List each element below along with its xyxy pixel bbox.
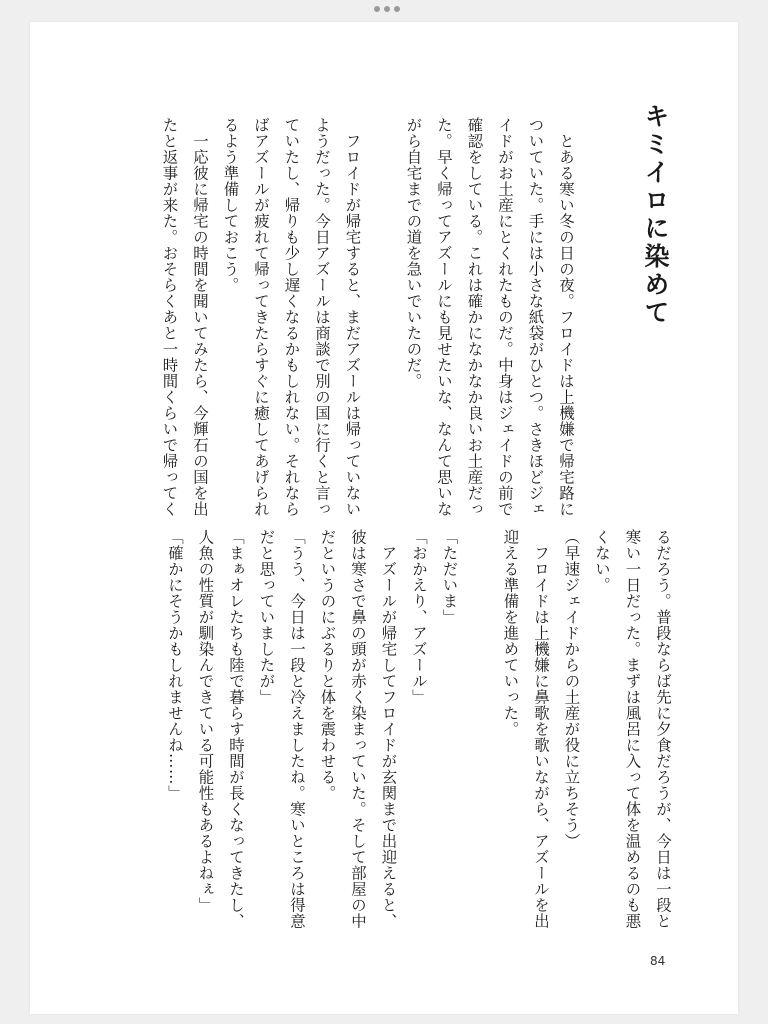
text-line: ついていた。手には小さな紙袋がひとつ。さきほどジェ <box>526 117 545 517</box>
blank-line <box>368 117 399 517</box>
text-line: イドがお土産にとくれたものだ。中身はジェイドの前で <box>496 117 514 517</box>
handle-dot <box>394 6 400 12</box>
upper-text-column <box>158 117 581 517</box>
text-line: 「ただいま」 <box>440 529 459 625</box>
text-line: がら自宅までの道を急いでいたのだ。 <box>404 117 423 389</box>
text-line: フロイドが帰宅すると、まだアズールは帰っていない <box>343 117 362 517</box>
lower-text-column <box>158 529 678 929</box>
text-line: 「確かにそうかもしれませんね……」 <box>166 529 184 801</box>
text-line: た。早く帰ってアズールにも見せたいな、なんて思いな <box>435 117 453 517</box>
book-page <box>30 22 738 1014</box>
text-line: 「おかえり、アズール」 <box>410 529 428 705</box>
text-line: るだろう。普段ならば先に夕食だろうが、今日は一段と <box>654 529 672 929</box>
text-line: 「まぁオレたちも陸で暮らす時間が長くなってきたし、 <box>227 529 245 929</box>
text-line: ていたし、帰りも少し遅くなるかもしれない。それなら <box>282 117 301 517</box>
text-line: たと返事が来た。おそらくあと一時間くらいで帰ってく <box>160 117 179 517</box>
text-line: 確認をしている。これは確かになかなか良いお土産だっ <box>465 117 484 517</box>
text-line: ようだった。今日アズールは商談で別の国に行くと言っ <box>313 117 331 517</box>
text-line: 彼は寒さで鼻の頭が赤く染まっていた。そして部屋の中 <box>349 529 367 929</box>
handle-dot <box>384 6 390 12</box>
text-line: 一応彼に帰宅の時間を聞いてみたら、今輝石の国を出 <box>191 117 209 517</box>
text-line: ばアズールが疲れて帰ってきたらすぐに癒してあげられ <box>252 117 270 517</box>
text-line: だと思っていましたが」 <box>257 529 276 705</box>
text-line: アズールが帰宅してフロイドが玄関まで出迎えると、 <box>379 529 398 929</box>
handle-dot <box>374 6 380 12</box>
chapter-title: キミイロに染めて <box>641 103 670 327</box>
text-line: るよう準備しておこう。 <box>221 117 240 293</box>
text-line: くない。 <box>593 529 611 593</box>
text-line: （早速ジェイドからの土産が役に立ちそう） <box>562 529 581 849</box>
text-line: とある寒い冬の日の夜。フロイドは上機嫌で帰宅路に <box>557 117 575 517</box>
window-drag-handle[interactable] <box>374 6 400 12</box>
text-line: 人魚の性質が馴染んできている可能性もあるよねぇ」 <box>196 529 215 913</box>
text-line: 「うう、今日は一段と冷えましたね。寒いところは得意 <box>288 529 306 929</box>
text-line: フロイドは上機嫌に鼻歌を歌いながら、アズールを出 <box>532 529 550 929</box>
text-line: 寒い一日だった。まずは風呂に入って体を温めるのも悪 <box>623 529 642 929</box>
text-line: だというのにぶるりと体を震わせる。 <box>318 529 337 801</box>
blank-line <box>465 529 496 929</box>
page-number: 84 <box>650 954 666 968</box>
text-line: 迎える準備を進めていった。 <box>501 529 520 737</box>
